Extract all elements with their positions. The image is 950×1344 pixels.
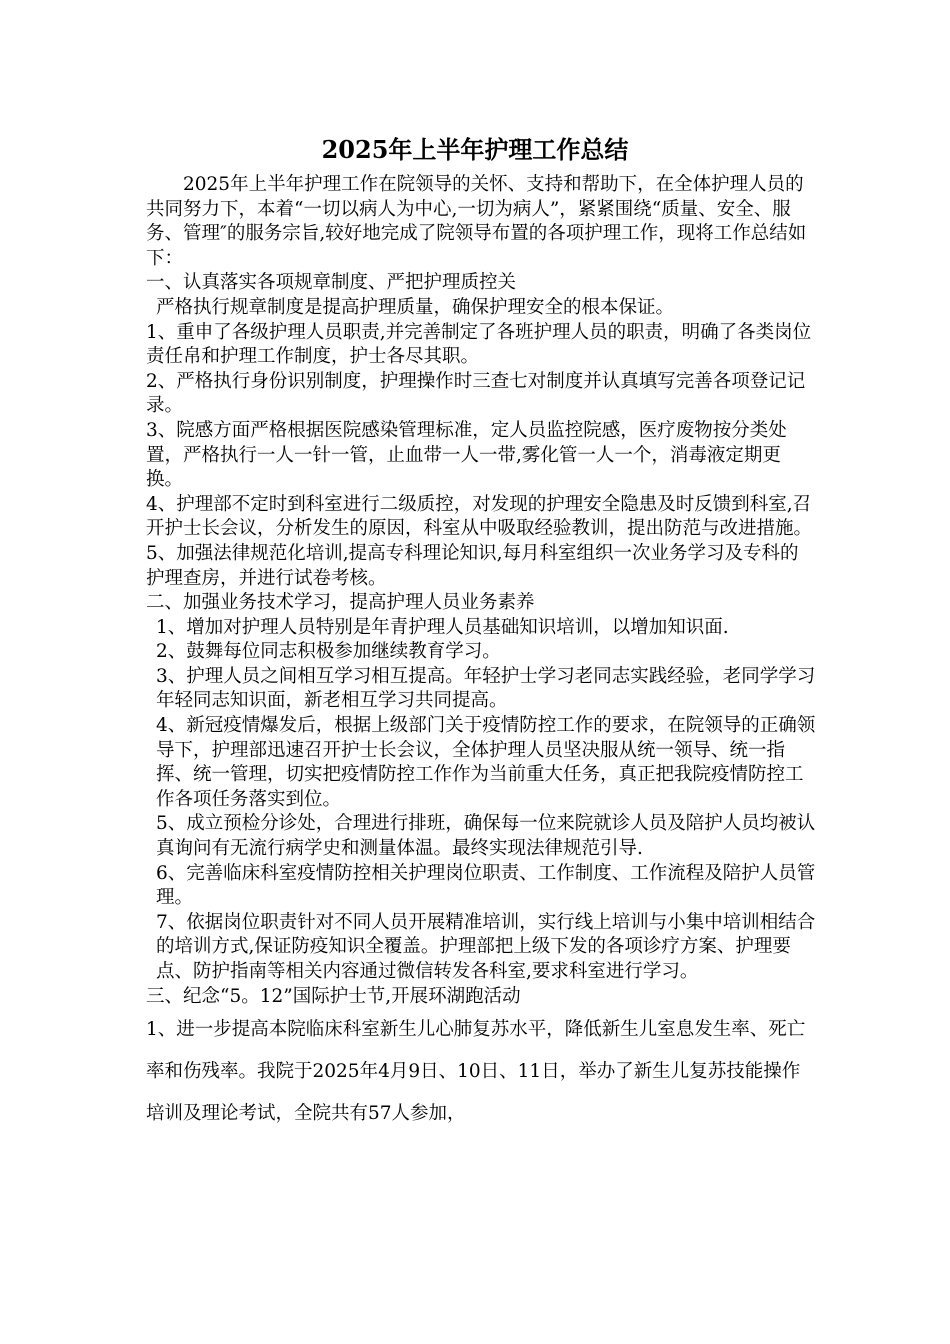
list-item: 7、依据岗位职责针对不同人员开展精准培训，实行线上培训与小集中培训相结合的培训方式,保证防疫知识全覆盖。护理部把上级下发的各项诊疗方案、护理要点、防护指南等相关内容通过微信转发各科室,要求科室进行学习。 <box>156 911 816 982</box>
list-item: 3、护理人员之间相互学习相互提高。年轻护士学习老同志实践经验，老同学学习年轻同志知识面，新老相互学习共同提高。 <box>156 665 816 712</box>
paragraph: 严格执行规章制度是提高护理质量，确保护理安全的根本保证。 <box>156 296 675 318</box>
list-item: 2、严格执行身份识别制度，护理操作时三查七对制度并认真填写完善各项登记记录。 <box>146 370 806 417</box>
document-body <box>146 173 816 1135</box>
list-item: 4、新冠疫情爆发后，根据上级部门关于疫情防控工作的要求，在院领导的正确领导下，护理部迅速召开护士长会议，全体护理人员坚决服从统一领导、统一指挥、统一管理，切实把疫情防控工作作为当前重大任务，真正把我院疫情防控工作各项任务落实到位。 <box>156 715 816 810</box>
list-item: 5、成立预检分诊处，合理进行排班，确保每一位来院就诊人员及陪护人员均被认真询问有无流行病学史和测量体温。最终实现法律规范引导. <box>156 813 816 860</box>
section-heading-2: 二、加强业务技术学习，提高护理人员业务素养 <box>146 592 535 614</box>
list-item: 1、进一步提高本院临床科室新生儿心肺复苏水平，降低新生儿室息发生率、死亡率和伤残率。我院于2025年4月9日、10日、11日，举办了新生儿复苏技能操作培训及理论考试，全院共有57人参加， <box>146 1019 806 1125</box>
list-item: 5、加强法律规范化培训,提高专科理论知识,每月科室组织一次业务学习及专科的护理查房，并进行试卷考核。 <box>146 542 799 589</box>
section-heading-1: 一、认真落实各项规章制度、严把护理质控关 <box>146 272 517 294</box>
intro-paragraph: 2025年上半年护理工作在院领导的关怀、支持和帮助下，在全体护理人员的共同努力下，本着“一切以病人为中心,一切为病人”，紧紧围绕“质量、安全、服务、管理″的服务宗旨,较好地完成了院领导布置的各项护理工作，现将工作总结如下： <box>146 174 807 269</box>
list-item: 1、重申了各级护理人员职责,并完善制定了各班护理人员的职责，明确了各类岗位责任帛和护理工作制度，护士各尽其职。 <box>146 321 812 368</box>
list-item: 6、完善临床科室疫情防控相关护理岗位职责、工作制度、工作流程及陪护人员管理。 <box>156 862 816 909</box>
document-title: 2025年上半年护理工作总结 <box>321 135 629 164</box>
list-item: 2、鼓舞每位同志积极参加继续教育学习。 <box>156 641 501 663</box>
section-heading-3: 三、纪念“5。12”国际护士节,开展环湖跑活动 <box>146 985 521 1007</box>
list-item: 4、护理部不定时到科室进行二级质控，对发现的护理安全隐患及时反馈到科室,召开护士长会议，分析发生的原因，科室从中吸取经验教训，提出防范与改进措施。 <box>146 493 813 540</box>
list-item: 1、增加对护理人员特别是年青护理人员基础知识培训，以增加知识面. <box>156 616 729 638</box>
list-item: 3、院感方面严格根据医院感染管理标准，定人员监控院感，医疗废物按分类处置，严格执行一人一针一管，止血带一人一带,雾化管一人一个，消毒液定期更换。 <box>146 419 787 491</box>
